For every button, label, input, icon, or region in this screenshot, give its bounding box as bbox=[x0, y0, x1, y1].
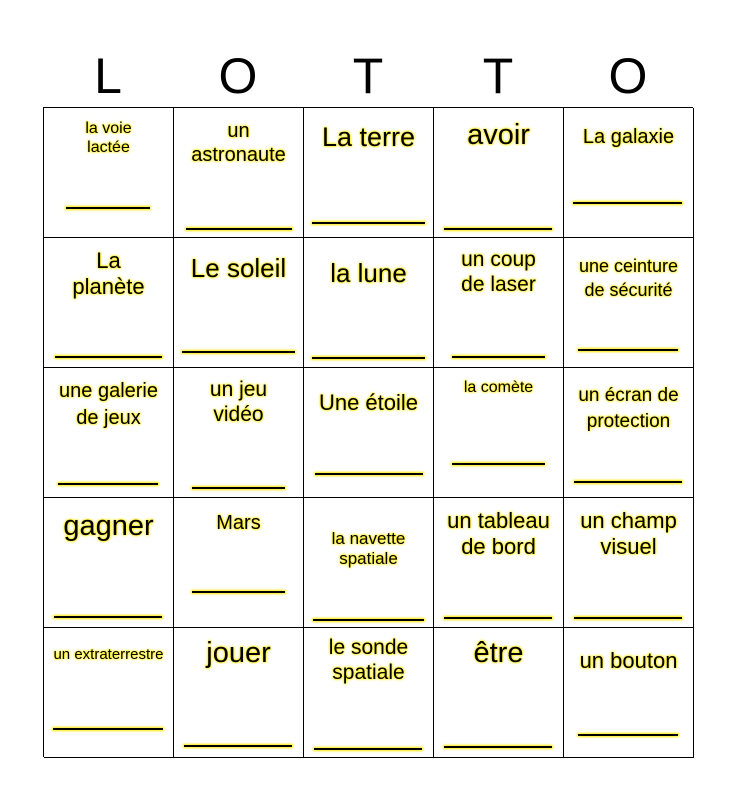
answer-line bbox=[578, 734, 678, 736]
cell-word: un champ visuel bbox=[580, 508, 677, 559]
lotto-cell[interactable] bbox=[434, 628, 564, 758]
cell-word: Une étoile bbox=[318, 390, 419, 415]
answer-line bbox=[182, 351, 295, 353]
answer-line bbox=[452, 463, 545, 465]
answer-line bbox=[314, 748, 422, 750]
lotto-cell[interactable] bbox=[434, 238, 564, 368]
cell-word: un extraterrestre bbox=[53, 646, 164, 663]
lotto-cell[interactable] bbox=[304, 108, 434, 238]
cell-word: un astronaute bbox=[191, 120, 286, 166]
cell-word: jouer bbox=[206, 637, 271, 669]
answer-line bbox=[574, 481, 682, 483]
lotto-cell[interactable] bbox=[564, 108, 694, 238]
lotto-cell[interactable] bbox=[434, 498, 564, 628]
cell-word: la voie lactée bbox=[85, 120, 132, 156]
answer-line bbox=[184, 745, 292, 747]
answer-line bbox=[186, 228, 292, 230]
header-letter-t-2: T bbox=[482, 48, 514, 104]
lotto-cell[interactable] bbox=[564, 368, 694, 498]
cell-word: la lune bbox=[330, 258, 407, 288]
cell-word: La terre bbox=[321, 122, 416, 152]
lotto-cell[interactable] bbox=[304, 628, 434, 758]
cell-word: avoir bbox=[467, 119, 530, 151]
lotto-cell[interactable] bbox=[304, 498, 434, 628]
lotto-cell[interactable] bbox=[44, 628, 174, 758]
cell-word: un coup de laser bbox=[461, 248, 536, 296]
cell-word: un tableau de bord bbox=[447, 508, 550, 559]
lotto-header bbox=[43, 48, 693, 104]
answer-line bbox=[66, 207, 150, 209]
cell-word: La galaxie bbox=[582, 126, 675, 148]
answer-line bbox=[58, 483, 158, 485]
answer-line bbox=[578, 349, 678, 351]
cell-word: une ceinture de sécurité bbox=[578, 256, 679, 301]
answer-line bbox=[312, 222, 425, 224]
cell-word: le sonde spatiale bbox=[328, 636, 409, 684]
header-letter-o: O bbox=[218, 48, 258, 104]
header-letter-l: L bbox=[94, 48, 122, 104]
lotto-cell[interactable] bbox=[304, 238, 434, 368]
answer-line bbox=[444, 746, 552, 748]
answer-line bbox=[444, 617, 552, 619]
answer-line bbox=[444, 228, 552, 230]
lotto-cell[interactable] bbox=[304, 368, 434, 498]
cell-word: Mars bbox=[216, 512, 261, 534]
lotto-cell[interactable] bbox=[44, 368, 174, 498]
answer-line bbox=[573, 202, 682, 204]
lotto-cell[interactable] bbox=[174, 108, 304, 238]
cell-word: gagner bbox=[63, 510, 154, 542]
lotto-cell[interactable] bbox=[434, 368, 564, 498]
lotto-cell[interactable] bbox=[44, 498, 174, 628]
lotto-grid bbox=[43, 107, 693, 757]
answer-line bbox=[192, 487, 285, 489]
lotto-cell[interactable] bbox=[174, 628, 304, 758]
lotto-cell[interactable] bbox=[564, 238, 694, 368]
cell-word: la comète bbox=[463, 379, 534, 396]
cell-word: une galerie de jeux bbox=[59, 380, 158, 429]
cell-word: Le soleil bbox=[190, 253, 287, 283]
lotto-cell[interactable] bbox=[174, 368, 304, 498]
cell-word: être bbox=[473, 637, 524, 669]
answer-line bbox=[192, 591, 285, 593]
cell-word: un bouton bbox=[579, 648, 678, 673]
answer-line bbox=[452, 356, 545, 358]
header-letter-t: T bbox=[352, 48, 384, 104]
cell-word: la navette spatiale bbox=[331, 529, 406, 569]
cell-word: un écran de protection bbox=[578, 385, 679, 432]
cell-word: un jeu vidéo bbox=[209, 378, 268, 426]
answer-line bbox=[55, 356, 162, 358]
answer-line bbox=[312, 357, 425, 359]
answer-line bbox=[313, 619, 424, 621]
answer-line bbox=[315, 473, 423, 475]
lotto-cell[interactable] bbox=[174, 238, 304, 368]
cell-word: La planète bbox=[72, 248, 145, 299]
answer-line bbox=[53, 728, 163, 730]
answer-line bbox=[54, 616, 162, 618]
answer-line bbox=[574, 617, 682, 619]
lotto-cell[interactable] bbox=[434, 108, 564, 238]
lotto-cell[interactable] bbox=[564, 628, 694, 758]
lotto-cell[interactable] bbox=[174, 498, 304, 628]
lotto-cell[interactable] bbox=[44, 238, 174, 368]
lotto-cell[interactable] bbox=[44, 108, 174, 238]
header-letter-o-2: O bbox=[608, 48, 648, 104]
lotto-cell[interactable] bbox=[564, 498, 694, 628]
